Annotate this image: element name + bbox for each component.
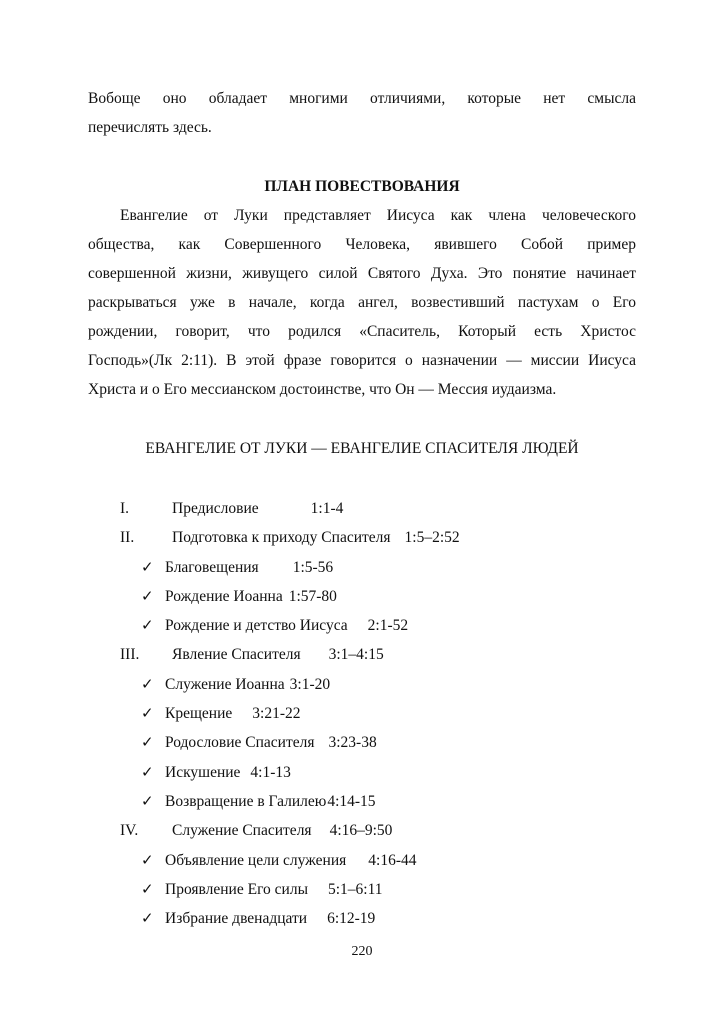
outline-list <box>0 494 724 933</box>
outline-item-row <box>0 758 724 787</box>
section-numeral: IV. <box>120 822 139 840</box>
main-paragraph <box>88 201 636 404</box>
section-reference: 1:1-4 <box>310 500 344 517</box>
item-title <box>165 728 377 757</box>
paragraph-line: Господь»(Лк 2:11). В этой фразе говорится о назначении — миссии Иисуса <box>88 352 636 369</box>
section-numeral: III. <box>120 646 140 664</box>
item-title <box>165 582 337 611</box>
checkmark-icon: ✓ <box>141 850 154 869</box>
checkmark-icon: ✓ <box>141 733 154 752</box>
item-title <box>165 553 333 582</box>
item-label: Рождение Иоанна <box>165 587 283 605</box>
outline-item-row <box>0 904 724 933</box>
section-heading: ПЛАН ПОВЕСТВОВАНИЯ <box>264 178 460 195</box>
outline-heading: ЕВАНГЕЛИЕ ОТ ЛУКИ — ЕВАНГЕЛИЕ СПАСИТЕЛЯ ЛЮДЕЙ <box>145 440 579 457</box>
item-reference: 6:12-19 <box>327 910 376 928</box>
item-label: Возвращение в Галилею <box>165 792 327 810</box>
checkmark-icon: ✓ <box>141 616 154 635</box>
section-label: Подготовка к приходу Спасителя <box>172 529 391 547</box>
item-reference: 1:5-56 <box>292 558 334 576</box>
item-reference: 1:57-80 <box>288 587 337 605</box>
item-label: Избрание двенадцати <box>165 910 308 928</box>
paragraph-line: Христа и о Его мессианском достоинстве, что Он — Мессия иудаизма. <box>88 381 557 398</box>
outline-item-row <box>0 787 724 816</box>
item-label: Крещение <box>165 705 233 723</box>
outline-section-row <box>0 640 724 669</box>
item-reference: 3:23-38 <box>328 734 377 752</box>
item-reference: 4:16-44 <box>368 851 417 869</box>
item-label: Искушение <box>165 763 241 781</box>
checkmark-icon: ✓ <box>141 586 154 605</box>
outline-section-row <box>0 494 724 523</box>
section-title <box>172 640 384 669</box>
item-label: Объявление цели служения <box>165 851 347 869</box>
paragraph-line: перечислять здесь. <box>88 119 212 136</box>
checkmark-icon: ✓ <box>141 557 154 576</box>
section-label: Служение Спасителя <box>172 822 312 840</box>
checkmark-icon: ✓ <box>141 909 154 928</box>
checkmark-icon: ✓ <box>141 762 154 781</box>
checkmark-icon: ✓ <box>141 704 154 723</box>
item-label: Служение Иоанна <box>165 675 285 693</box>
outline-item-row <box>0 670 724 699</box>
outline-item-row <box>0 699 724 728</box>
item-title <box>165 758 291 787</box>
outline-item-row <box>0 582 724 611</box>
item-reference: 3:21-22 <box>252 705 301 723</box>
item-label: Проявление Его силы <box>165 880 308 898</box>
item-title <box>165 670 330 699</box>
section-label: Явление Спасителя <box>172 646 301 664</box>
paragraph-line: общества, как Совершенного Человека, явившего Собой пример <box>88 236 636 253</box>
item-reference: 5:1–6:11 <box>328 880 383 898</box>
paragraph-line: Евангелие от Луки представляет Иисуса как члена человеческого <box>120 207 636 224</box>
section-label: Предисловие <box>172 500 259 517</box>
checkmark-icon: ✓ <box>141 791 154 810</box>
section-reference: 3:1–4:15 <box>328 646 384 664</box>
item-title <box>165 904 375 933</box>
checkmark-icon: ✓ <box>141 879 154 898</box>
item-reference: 4:1-13 <box>250 763 291 781</box>
outline-item-row <box>0 875 724 904</box>
checkmark-icon: ✓ <box>141 674 154 693</box>
item-title <box>165 699 300 728</box>
item-label: Родословие Спасителя <box>165 734 315 752</box>
item-title <box>165 846 416 875</box>
section-numeral: I. <box>120 500 130 517</box>
item-label: Рождение и детство Иисуса <box>165 617 348 635</box>
outline-section-row <box>0 523 724 552</box>
item-reference: 2:1-52 <box>367 617 409 635</box>
item-label: Благовещения <box>165 558 259 576</box>
section-reference: 4:16–9:50 <box>329 822 393 840</box>
item-title <box>165 787 376 816</box>
section-title <box>172 816 392 845</box>
item-title <box>165 611 408 640</box>
section-title <box>172 494 343 523</box>
outline-item-row <box>0 611 724 640</box>
item-reference: 4:14-15 <box>327 792 376 810</box>
outline-item-row <box>0 728 724 757</box>
intro-paragraph <box>88 84 636 142</box>
paragraph-line: совершенной жизни, живущего силой Святого Духа. Это понятие начинает <box>88 265 636 282</box>
paragraph-line: рождении, говорит, что родился «Спаситель, Который есть Христос <box>88 323 636 340</box>
item-reference: 3:1-20 <box>289 675 331 693</box>
outline-item-row <box>0 846 724 875</box>
section-numeral: II. <box>120 529 135 547</box>
outline-item-row <box>0 553 724 582</box>
section-reference: 1:5–2:52 <box>404 529 460 547</box>
item-title <box>165 875 383 904</box>
paragraph-line: раскрываться уже в начале, когда ангел, возвестивший пастухам о Его <box>88 294 636 311</box>
outline-section-row <box>0 816 724 845</box>
page-number: 220 <box>351 944 373 959</box>
paragraph-line: Вобоще оно обладает многими отличиями, которые нет смысла <box>88 90 636 107</box>
section-title <box>172 523 460 552</box>
